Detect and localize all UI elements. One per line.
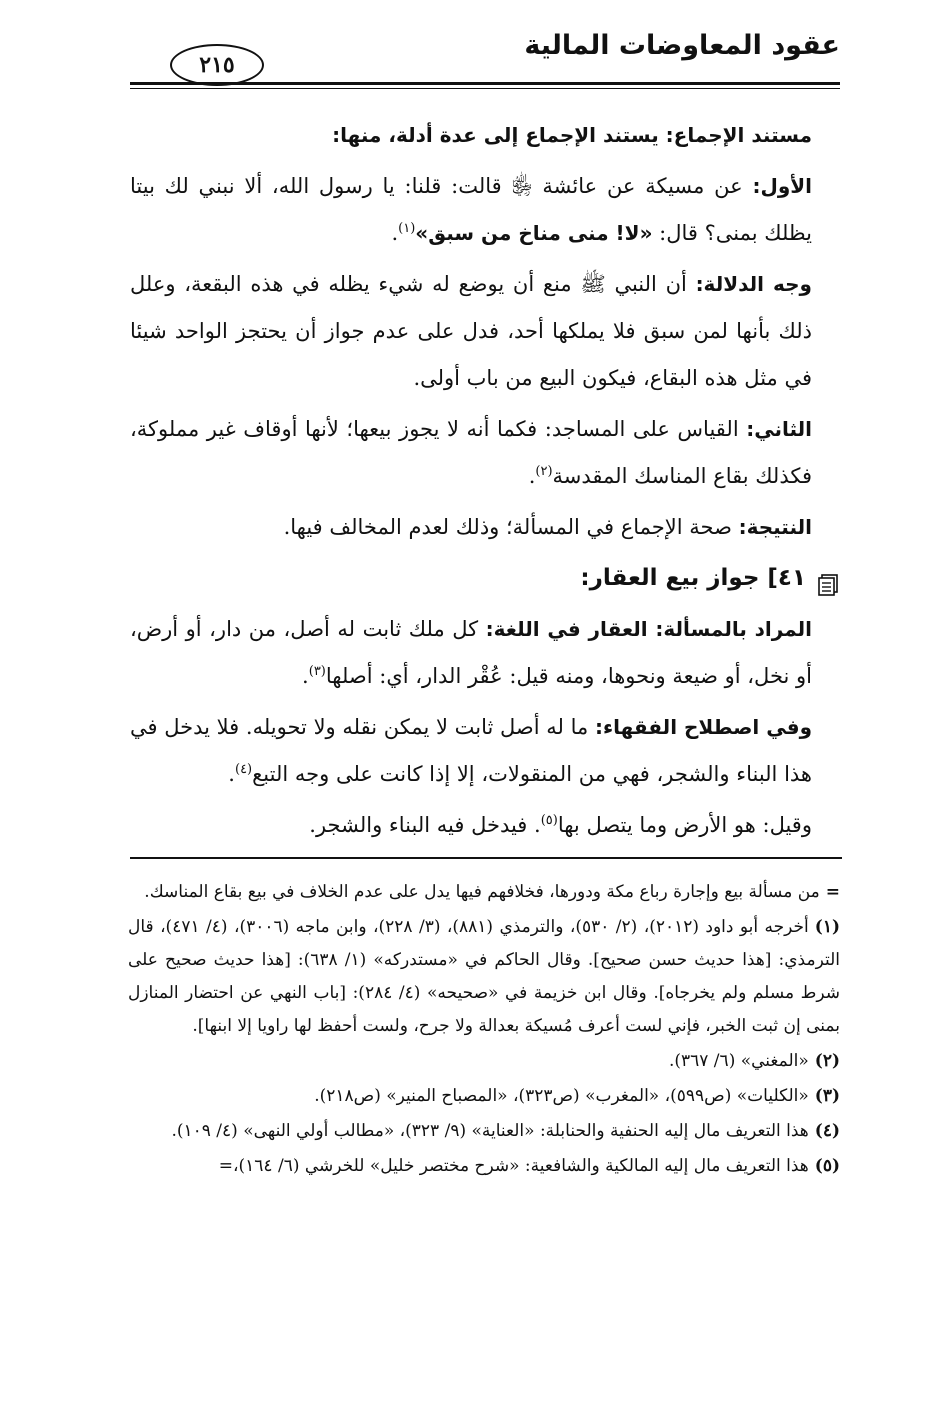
footnote-label: (١) (814, 917, 841, 937)
footnote-ref[interactable]: (٤) (234, 762, 253, 777)
paragraph-alternative-definition (130, 802, 840, 849)
paragraph-text: ما له أصل ثابت لا يمكن نقله ولا تحويله. فلا يدخل في هذا البناء والشجر، فهي من المنقولات، إلا إذا كانت على وجه التبع (130, 715, 812, 786)
footnote-label: (٥) (814, 1156, 840, 1176)
footnote-item (128, 1045, 840, 1078)
footnote-label: (٢) (814, 1051, 840, 1071)
paragraph-text: عن مسيكة عن عائشة ﵂ قالت: قلنا: يا رسول الله، ألا نبني لك بيتا يظلك بمنى؟ قال: (130, 174, 812, 245)
paragraph-label: مستند الإجماع: يستند الإجماع إلى عدة أدلة، منها: (332, 123, 812, 147)
book-title: عقود المعاوضات المالية (524, 30, 840, 61)
footnote-label: = (825, 882, 840, 902)
paragraph-text: . فيدخل فيه البناء والشجر. (309, 813, 541, 837)
paragraph-text: وقيل: هو الأرض وما يتصل بها (557, 813, 812, 837)
page-number: ٢١٥ (170, 44, 264, 86)
footnote-label: (٣) (814, 1086, 840, 1106)
footnote-text: هذا التعريف مال إليه الحنفية والحنابلة: «العناية» (٩/ ٣٢٣)، «مطالب أولي النهى» (٤/ ١٠٩). (171, 1121, 809, 1141)
punctuation: . (228, 762, 235, 786)
paragraph-text: كل ملك ثابت له أصل، من دار، أو أرض، أو نخل، أو ضيعة ونحوها، ومنه قيل: عُقْر الدار، أي: أصلها (130, 617, 812, 688)
paragraph-text: صحة الإجماع في المسألة؛ وذلك لعدم المخالف فيها. (283, 515, 739, 539)
section-title: ٤١] جواز بيع العقار: (580, 565, 806, 591)
footnote-ref[interactable]: (٥) (540, 813, 558, 828)
paragraph-linguistic-meaning (130, 606, 840, 700)
footnote-item (128, 1080, 840, 1113)
hadith-quote: «لا! منى مناخ من سبق» (415, 221, 653, 245)
paragraph-label: المراد بالمسألة: العقار في اللغة: (485, 617, 812, 641)
paragraph-label: النتيجة: (738, 515, 812, 539)
document-stack-icon (816, 567, 840, 591)
section-heading (130, 555, 840, 602)
punctuation: . (302, 664, 309, 688)
footnote-item (128, 876, 840, 909)
paragraph-evidence-indication (130, 261, 840, 402)
punctuation: . (391, 221, 399, 245)
footnote-item (128, 1150, 840, 1183)
footnote-item (128, 911, 840, 1043)
paragraph-ijma-basis (130, 112, 840, 159)
header-rule (130, 82, 840, 85)
paragraph-result (130, 504, 840, 551)
footnote-label: (٤) (814, 1121, 840, 1141)
footnote-text: من مسألة بيع وإجارة رباع مكة ودورها، فخلافهم فيها يدل على عدم الخلاف في بيع بقاع المناسك. (144, 882, 820, 902)
footnote-ref[interactable]: (١) (398, 221, 416, 236)
footnote-ref[interactable]: (٣) (308, 664, 326, 679)
paragraph-second-evidence (130, 406, 840, 500)
paragraph-jurist-definition (130, 704, 840, 798)
main-text (130, 112, 840, 853)
footnote-separator (130, 857, 842, 859)
paragraph-text: القياس على المساجد: فكما أنه لا يجوز بيعها؛ لأنها أوقاف غير مملوكة، فكذلك بقاع المناسك المقدسة (130, 417, 812, 488)
header-rule-thin (130, 88, 840, 89)
paragraph-first-evidence (130, 163, 840, 257)
punctuation: . (528, 464, 536, 488)
page-header (130, 22, 840, 92)
paragraph-label: وفي اصطلاح الفقهاء: (594, 715, 813, 739)
paragraph-label: وجه الدلالة: (695, 272, 812, 296)
footnote-text: «المغني» (٦/ ٣٦٧). (668, 1051, 809, 1071)
footnote-text: أخرجه أبو داود (٢٠١٢)، (٢/ ٥٣٠)، والترمذي (٨٨١)، (٣/ ٢٢٨)، وابن ماجه (٣٠٠٦)، (٤/ ٤٧١)، قال الترمذي: [هذا حديث حسن صحيح]. وقال الحاكم في «مستدركه» (١/ ٦٣٨): [هذا حديث صحيح على شرط مسلم ولم يخرجاه]. وقال ابن خزيمة في «صحيحه» (٤/ ٢٨٤): [باب النهي عن احتضار المنازل بمنى إن ثبت الخبر، فإني لست أعرف مُسيكة بعدالة ولا جرح، ولست أحفظ لها راويا إلا ابنها]. (128, 917, 840, 1036)
footnotes (128, 876, 840, 1185)
paragraph-label: الثاني: (746, 417, 812, 441)
footnote-text: «الكليات» (ص٥٩٩)، «المغرب» (ص٣٢٣)، «المصباح المنير» (ص٢١٨). (314, 1086, 809, 1106)
footnote-item (128, 1115, 840, 1148)
paragraph-text: أن النبي ﷺ منع أن يوضع له شيء يظله في هذه البقعة، وعلل ذلك بأنها لمن سبق فلا يملكها أحد، فدل على عدم جواز أن يحتجز الواحد شيئا في مثل هذه البقاع، فيكون البيع من باب أولى. (130, 272, 812, 390)
footnote-text: هذا التعريف مال إليه المالكية والشافعية: «شرح مختصر خليل» للخرشي (٦/ ١٦٤)،= (218, 1156, 809, 1176)
footnote-ref[interactable]: (٢) (535, 464, 553, 479)
paragraph-label: الأول: (752, 174, 812, 198)
